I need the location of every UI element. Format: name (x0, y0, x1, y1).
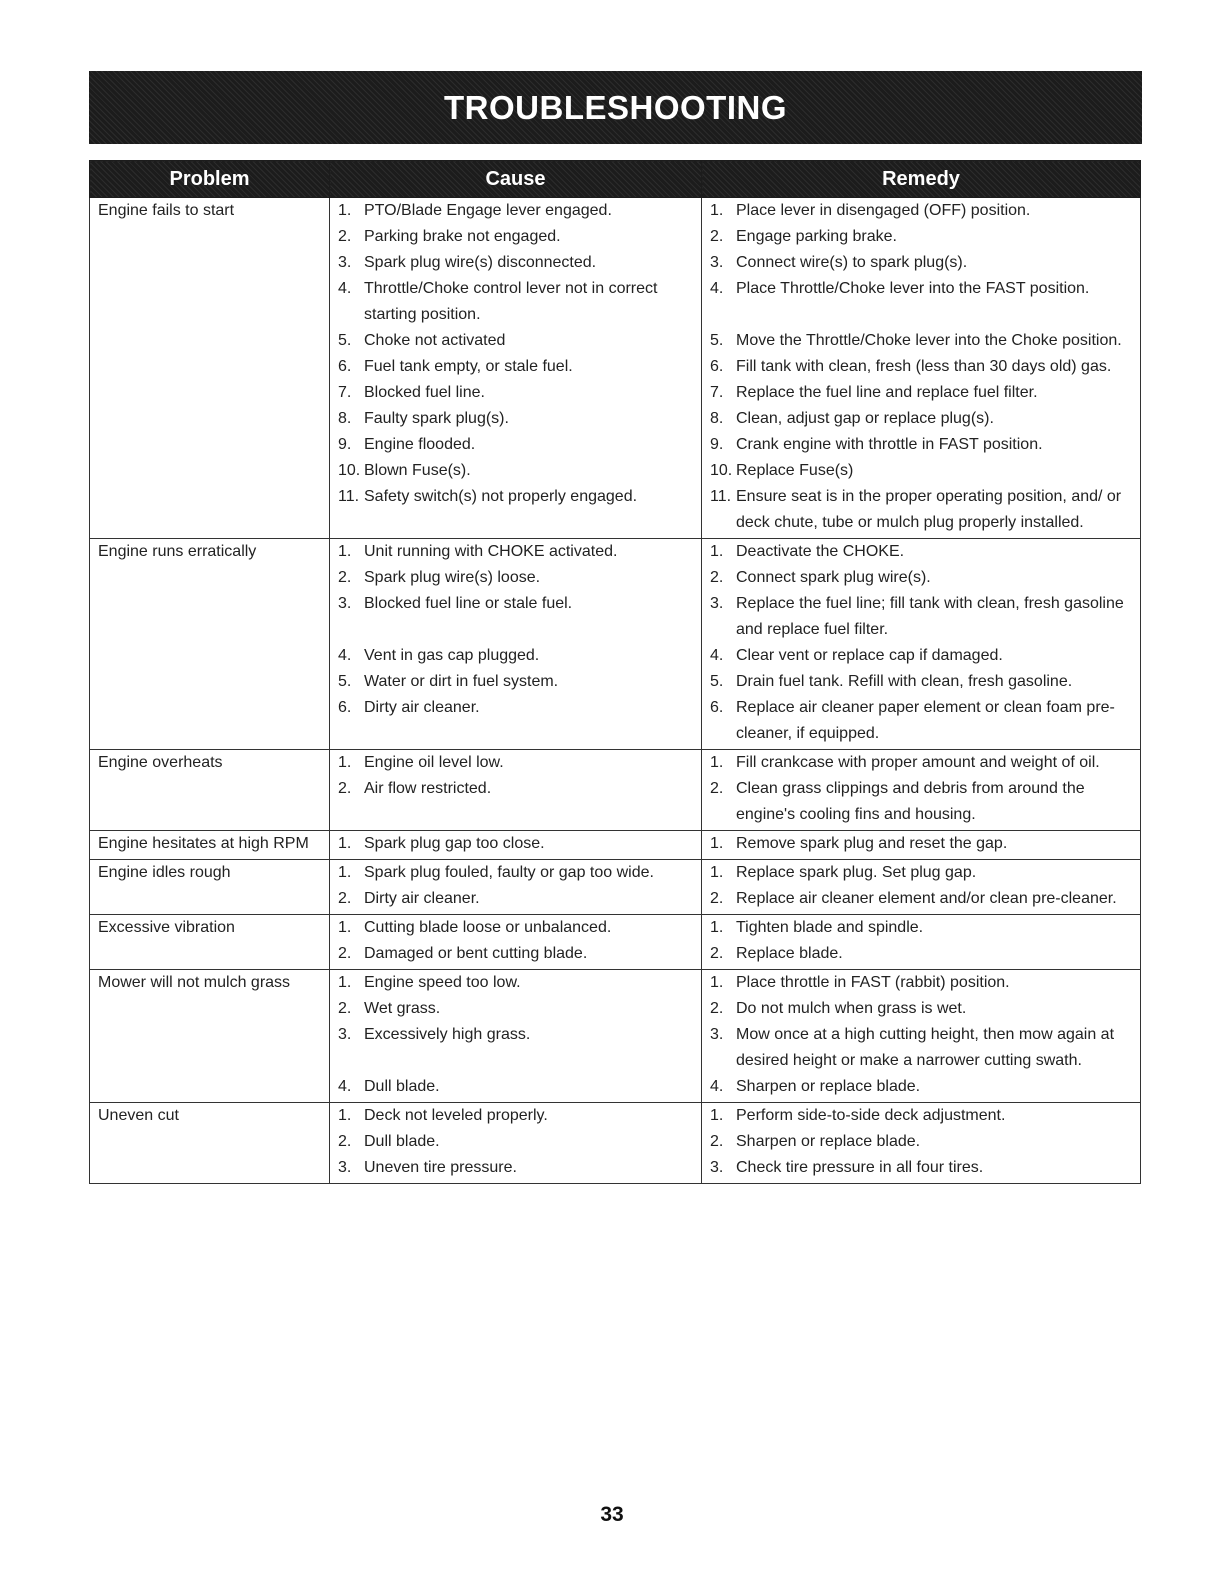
remedy-item-text: Engage parking brake. (736, 228, 897, 245)
problem-text: Engine hesitates at high RPM (98, 835, 309, 852)
remedy-item-text: Replace the fuel line; fill tank with clean, fresh gasoline and replace fuel filter. (736, 595, 1124, 638)
cause-item-text: Blocked fuel line or stale fuel. (364, 595, 573, 612)
remedy-item-number: 2. (710, 1000, 724, 1017)
remedy-item (702, 406, 1140, 432)
problem-cell (90, 198, 330, 539)
cause-item (330, 539, 701, 565)
problem-text: Engine idles rough (98, 864, 231, 881)
cause-cell (330, 1103, 702, 1184)
cause-item-text: PTO/Blade Engage lever engaged. (364, 202, 612, 219)
remedy-item (702, 1155, 1140, 1181)
page-number: 33 (600, 1503, 624, 1526)
remedy-cell (702, 915, 1141, 970)
remedy-item (702, 886, 1140, 912)
cause-item-number: 6. (338, 699, 352, 716)
remedy-item-number: 1. (710, 754, 724, 771)
remedy-cell (702, 198, 1141, 539)
remedy-item-number: 6. (710, 358, 724, 375)
remedy-item-text: Replace spark plug. Set plug gap. (736, 864, 977, 881)
remedy-item (702, 1074, 1140, 1100)
problem-text: Engine fails to start (98, 202, 235, 219)
cause-item (330, 432, 701, 458)
problem-cell (90, 831, 330, 860)
remedy-item-text: Place lever in disengaged (OFF) position. (736, 202, 1031, 219)
remedy-item-text: Sharpen or replace blade. (736, 1078, 921, 1095)
problem-text: Engine runs erratically (98, 543, 257, 560)
cause-item-text: Air flow restricted. (364, 780, 492, 797)
remedy-item-text: Remove spark plug and reset the gap. (736, 835, 1008, 852)
cause-item (330, 484, 701, 536)
remedy-item-number: 1. (710, 1107, 724, 1124)
cause-item (330, 565, 701, 591)
cause-item-text: Blown Fuse(s). (364, 462, 471, 479)
cause-item-text: Blocked fuel line. (364, 384, 485, 401)
cause-item-text: Spark plug gap too close. (364, 835, 545, 852)
remedy-item-number: 5. (710, 673, 724, 690)
cause-item-text: Spark plug wire(s) disconnected. (364, 254, 597, 271)
cause-item-number: 2. (338, 780, 352, 797)
remedy-item-text: Mow once at a high cutting height, then mow again at desired height or make a narrower cutting swath. (736, 1026, 1115, 1069)
cause-item-number: 1. (338, 543, 352, 560)
remedy-item (702, 328, 1140, 354)
cause-item (330, 354, 701, 380)
cause-item-number: 1. (338, 864, 352, 881)
remedy-item-number: 2. (710, 780, 724, 797)
cause-item (330, 941, 701, 967)
remedy-item (702, 1022, 1140, 1074)
remedy-item (702, 380, 1140, 406)
cause-item (330, 643, 701, 669)
cause-item-text: Engine oil level low. (364, 754, 504, 771)
remedy-item-text: Clean grass clippings and debris from around the engine's cooling fins and housing. (736, 780, 1085, 823)
cause-item-text: Throttle/Choke control lever not in correct starting position. (364, 280, 658, 323)
remedy-item-number: 7. (710, 384, 724, 401)
cause-cell (330, 970, 702, 1103)
remedy-item-number: 3. (710, 595, 724, 612)
remedy-item-number: 10. (710, 462, 733, 479)
table-row (90, 198, 1141, 539)
cause-item (330, 276, 701, 328)
cause-item (330, 750, 701, 776)
remedy-item (702, 970, 1140, 996)
cause-cell (330, 750, 702, 831)
cause-item-number: 3. (338, 1026, 352, 1043)
problem-cell (90, 915, 330, 970)
remedy-item-text: Clean, adjust gap or replace plug(s). (736, 410, 994, 427)
remedy-item-text: Replace the fuel line and replace fuel filter. (736, 384, 1038, 401)
cause-item (330, 406, 701, 432)
remedy-item (702, 669, 1140, 695)
remedy-item (702, 484, 1140, 536)
cause-item-text: Unit running with CHOKE activated. (364, 543, 618, 560)
problem-cell (90, 970, 330, 1103)
remedy-item-number: 1. (710, 919, 724, 936)
remedy-item (702, 750, 1140, 776)
title-banner (89, 71, 1142, 144)
remedy-item (702, 250, 1140, 276)
remedy-item-text: Drain fuel tank. Refill with clean, fresh gasoline. (736, 673, 1073, 690)
remedy-item (702, 915, 1140, 941)
table-row (90, 831, 1141, 860)
remedy-item-text: Do not mulch when grass is wet. (736, 1000, 967, 1017)
cause-item-number: 1. (338, 202, 352, 219)
remedy-item-number: 4. (710, 1078, 724, 1095)
cause-item-text: Safety switch(s) not properly engaged. (364, 488, 638, 505)
remedy-item (702, 776, 1140, 828)
cause-item (330, 776, 701, 828)
remedy-item-number: 11. (710, 488, 732, 505)
remedy-item-text: Crank engine with throttle in FAST position. (736, 436, 1043, 453)
remedy-item-number: 2. (710, 1133, 724, 1150)
cause-item-text: Deck not leveled properly. (364, 1107, 548, 1124)
cause-item-text: Cutting blade loose or unbalanced. (364, 919, 612, 936)
cause-item (330, 996, 701, 1022)
cause-item-text: Dull blade. (364, 1078, 440, 1095)
cause-item-number: 1. (338, 974, 352, 991)
cause-item-text: Engine flooded. (364, 436, 476, 453)
cause-item-text: Spark plug wire(s) loose. (364, 569, 541, 586)
remedy-item (702, 458, 1140, 484)
cause-column-header: Cause (330, 161, 702, 198)
cause-item (330, 1022, 701, 1074)
cause-item-text: Engine speed too low. (364, 974, 521, 991)
remedy-item-number: 3. (710, 1159, 724, 1176)
remedy-item (702, 941, 1140, 967)
table-row (90, 970, 1141, 1103)
cause-item-number: 2. (338, 945, 352, 962)
cause-item (330, 915, 701, 941)
cause-item (330, 1103, 701, 1129)
remedy-item-number: 1. (710, 835, 724, 852)
remedy-item-text: Replace blade. (736, 945, 843, 962)
remedy-item-text: Place throttle in FAST (rabbit) position. (736, 974, 1010, 991)
cause-item (330, 970, 701, 996)
remedy-item-text: Move the Throttle/Choke lever into the Choke position. (736, 332, 1122, 349)
remedy-item-number: 3. (710, 254, 724, 271)
cause-item-number: 1. (338, 835, 352, 852)
remedy-item-text: Clear vent or replace cap if damaged. (736, 647, 1003, 664)
problem-cell (90, 1103, 330, 1184)
cause-item (330, 198, 701, 224)
cause-item (330, 224, 701, 250)
cause-item-number: 2. (338, 569, 352, 586)
cause-item (330, 831, 701, 857)
cause-cell (330, 831, 702, 860)
remedy-item (702, 643, 1140, 669)
cause-item-number: 10. (338, 462, 361, 479)
cause-item-text: Damaged or bent cutting blade. (364, 945, 588, 962)
cause-item-text: Uneven tire pressure. (364, 1159, 517, 1176)
table-row (90, 860, 1141, 915)
table-row (90, 539, 1141, 750)
cause-item-text: Wet grass. (364, 1000, 441, 1017)
problem-cell (90, 860, 330, 915)
remedy-item (702, 1103, 1140, 1129)
remedy-cell (702, 750, 1141, 831)
remedy-item-number: 5. (710, 332, 724, 349)
cause-item-number: 2. (338, 890, 352, 907)
cause-item-text: Faulty spark plug(s). (364, 410, 509, 427)
remedy-item (702, 1129, 1140, 1155)
remedy-item-text: Check tire pressure in all four tires. (736, 1159, 984, 1176)
table-row (90, 750, 1141, 831)
cause-item-number: 2. (338, 228, 352, 245)
problem-text: Mower will not mulch grass (98, 974, 291, 991)
problem-text: Engine overheats (98, 754, 223, 771)
cause-item (330, 1074, 701, 1100)
remedy-item-number: 1. (710, 543, 724, 560)
remedy-item-text: Connect spark plug wire(s). (736, 569, 931, 586)
cause-item-number: 1. (338, 1107, 352, 1124)
cause-item-text: Spark plug fouled, faulty or gap too wide. (364, 864, 654, 881)
remedy-item-number: 1. (710, 864, 724, 881)
cause-item (330, 669, 701, 695)
remedy-item (702, 276, 1140, 328)
remedy-item-number: 2. (710, 945, 724, 962)
remedy-item-number: 1. (710, 974, 724, 991)
table-body (90, 198, 1141, 1184)
remedy-cell (702, 860, 1141, 915)
cause-item-text: Vent in gas cap plugged. (364, 647, 540, 664)
cause-item (330, 695, 701, 747)
problem-cell (90, 750, 330, 831)
cause-item (330, 458, 701, 484)
remedy-item (702, 695, 1140, 747)
cause-cell (330, 198, 702, 539)
cause-cell (330, 915, 702, 970)
cause-item-text: Water or dirt in fuel system. (364, 673, 559, 690)
remedy-item-number: 2. (710, 890, 724, 907)
remedy-item (702, 198, 1140, 224)
cause-item-number: 1. (338, 919, 352, 936)
table-row (90, 1103, 1141, 1184)
cause-item-number: 9. (338, 436, 352, 453)
table-header-row (90, 161, 1141, 198)
remedy-item (702, 831, 1140, 857)
remedy-item-text: Sharpen or replace blade. (736, 1133, 921, 1150)
remedy-item-text: Tighten blade and spindle. (736, 919, 924, 936)
remedy-cell (702, 970, 1141, 1103)
remedy-item (702, 860, 1140, 886)
remedy-item-number: 6. (710, 699, 724, 716)
cause-item-number: 3. (338, 254, 352, 271)
cause-item-text: Excessively high grass. (364, 1026, 531, 1043)
cause-item-text: Dull blade. (364, 1133, 440, 1150)
problem-column-header: Problem (90, 161, 330, 198)
cause-cell (330, 539, 702, 750)
remedy-item-text: Replace air cleaner element and/or clean pre-cleaner. (736, 890, 1117, 907)
problem-cell (90, 539, 330, 750)
table-row (90, 915, 1141, 970)
cause-item-number: 5. (338, 673, 352, 690)
remedy-item-number: 9. (710, 436, 724, 453)
cause-item (330, 860, 701, 886)
remedy-item-text: Ensure seat is in the proper operating position, and/ or deck chute, tube or mulch plug properly installed. (736, 488, 1122, 531)
remedy-item-number: 8. (710, 410, 724, 427)
cause-item-number: 11. (338, 488, 360, 505)
remedy-item-text: Fill crankcase with proper amount and weight of oil. (736, 754, 1100, 771)
remedy-cell (702, 1103, 1141, 1184)
remedy-item (702, 591, 1140, 643)
cause-item (330, 1155, 701, 1181)
remedy-item-number: 4. (710, 647, 724, 664)
remedy-item-text: Replace air cleaner paper element or clean foam pre-cleaner, if equipped. (736, 699, 1115, 742)
remedy-cell (702, 831, 1141, 860)
remedy-cell (702, 539, 1141, 750)
cause-item-text: Choke not activated (364, 332, 506, 349)
cause-item-number: 5. (338, 332, 352, 349)
remedy-item (702, 354, 1140, 380)
remedy-item-number: 2. (710, 228, 724, 245)
cause-item (330, 380, 701, 406)
cause-item-text: Parking brake not engaged. (364, 228, 561, 245)
cause-item-number: 6. (338, 358, 352, 375)
remedy-item (702, 539, 1140, 565)
remedy-item-number: 4. (710, 280, 724, 297)
cause-item-number: 4. (338, 647, 352, 664)
cause-item-text: Dirty air cleaner. (364, 890, 480, 907)
remedy-item (702, 432, 1140, 458)
remedy-item-text: Replace Fuse(s) (736, 462, 854, 479)
remedy-item-number: 2. (710, 569, 724, 586)
remedy-item (702, 565, 1140, 591)
cause-item (330, 328, 701, 354)
remedy-item-text: Deactivate the CHOKE. (736, 543, 905, 560)
cause-cell (330, 860, 702, 915)
problem-text: Uneven cut (98, 1107, 179, 1124)
cause-item-text: Dirty air cleaner. (364, 699, 480, 716)
cause-item (330, 591, 701, 643)
remedy-item-text: Connect wire(s) to spark plug(s). (736, 254, 968, 271)
cause-item-number: 3. (338, 595, 352, 612)
cause-item-number: 1. (338, 754, 352, 771)
remedy-item (702, 996, 1140, 1022)
cause-item (330, 250, 701, 276)
cause-item-number: 3. (338, 1159, 352, 1176)
remedy-item (702, 224, 1140, 250)
cause-item-number: 4. (338, 280, 352, 297)
cause-item (330, 886, 701, 912)
page-title: TROUBLESHOOTING (444, 88, 787, 126)
cause-item (330, 1129, 701, 1155)
cause-item-number: 2. (338, 1000, 352, 1017)
remedy-item-text: Fill tank with clean, fresh (less than 30 days old) gas. (736, 358, 1112, 375)
troubleshooting-table (89, 160, 1141, 1184)
problem-text: Excessive vibration (98, 919, 235, 936)
remedy-item-number: 3. (710, 1026, 724, 1043)
cause-item-number: 4. (338, 1078, 352, 1095)
cause-item-text: Fuel tank empty, or stale fuel. (364, 358, 573, 375)
remedy-item-text: Place Throttle/Choke lever into the FAST position. (736, 280, 1090, 297)
cause-item-number: 7. (338, 384, 352, 401)
cause-item-number: 8. (338, 410, 352, 427)
remedy-item-text: Perform side-to-side deck adjustment. (736, 1107, 1006, 1124)
remedy-column-header: Remedy (702, 161, 1141, 198)
cause-item-number: 2. (338, 1133, 352, 1150)
remedy-item-number: 1. (710, 202, 724, 219)
